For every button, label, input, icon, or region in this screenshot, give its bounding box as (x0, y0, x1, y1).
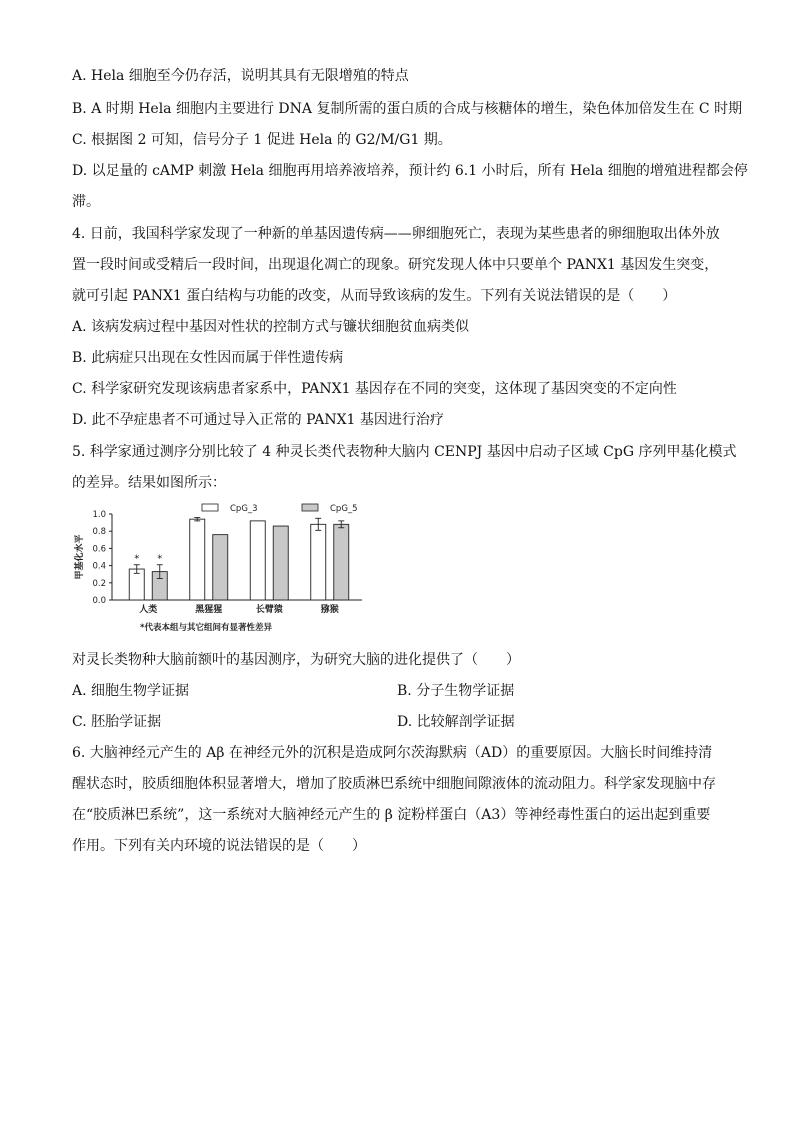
y-tick-label: 0.6 (92, 544, 106, 555)
y-tick-label: 0.2 (92, 578, 106, 589)
category-label: 人类 (139, 605, 158, 615)
q5-option-c: C. 胚胎学证据 (72, 714, 162, 730)
y-tick-label: 1.0 (92, 510, 106, 520)
category-label: 猕猴 (320, 605, 339, 615)
prev-option-d-line1: D. 以足量的 cAMP 刺激 Hela 细胞再用培养液培养，预计约 6.1 小时后，所有 Hela 细胞的增殖进程都会停 (72, 163, 748, 179)
bar-cpg-3 (190, 519, 205, 600)
q6-line3: 在“胶质淋巴系统”，这一系统对大脑神经元产生的 β 淀粉样蛋白（A3）等神经毒性蛋白的运出起到重要 (72, 807, 711, 823)
bar-cpg-5 (213, 535, 228, 600)
legend-label: CpG_5 (330, 504, 358, 514)
legend-swatch (302, 504, 318, 511)
q4-option-b: B. 此病症只出现在女性因而属于伴性遗传病 (72, 350, 344, 366)
q5-option-b: B. 分子生物学证据 (397, 683, 515, 699)
category-label: 黑猩猩 (195, 605, 223, 615)
bar-cpg-3 (311, 524, 326, 600)
q4-stem-line1: 4. 日前，我国科学家发现了一种新的单基因遗传病——卵细胞死亡，表现为某些患者的卵细胞取出体外放 (72, 226, 720, 242)
q4-option-d: D. 此不孕症患者不可通过导入正常的 PANX1 基因进行治疗 (72, 412, 444, 428)
significance-marker: * (134, 553, 140, 565)
chart-footnote: *代表本组与其它组间有显著性差异 (140, 623, 272, 633)
q5-option-d: D. 比较解剖学证据 (397, 714, 515, 730)
bar-cpg-3 (250, 521, 265, 600)
q6-line1: 6. 大脑神经元产生的 Aβ 在神经元外的沉积是造成阿尔茨海默病（AD）的重要原因。大脑长时间维持清 (72, 745, 713, 761)
q5-question: 对灵长类物种大脑前额叶的基因测序，为研究大脑的进化提供了（ ） (72, 652, 520, 668)
category-label: 长臂猿 (255, 605, 283, 615)
q5-stem-line2: 的差异。结果如图所示： (72, 475, 226, 491)
y-tick-label: 0.4 (92, 561, 106, 572)
q5-stem-line1: 5. 科学家通过测序分别比较了 4 种灵长类代表物种大脑内 CENPJ 基因中启动子区域 CpG 序列甲基化模式 (72, 444, 737, 460)
bar-cpg-5 (273, 526, 288, 600)
y-tick-label: 0.0 (92, 596, 106, 606)
y-axis-label: 甲基化水平 (75, 534, 85, 580)
prev-option-a: A. Hela 细胞至今仍存活，说明其具有无限增殖的特点 (72, 68, 409, 84)
q4-stem-line2: 置一段时间或受精后一段时间，出现退化凋亡的现象。研究发现人体中只要单个 PANX1 基因发生突变， (72, 257, 719, 273)
q5-option-a: A. 细胞生物学证据 (72, 683, 190, 699)
methylation-bar-chart (72, 500, 372, 640)
bar-cpg-5 (334, 524, 349, 600)
significance-marker: * (157, 553, 163, 565)
q6-line2: 醒状态时，胶质细胞体积显著增大，增加了胶质淋巴系统中细胞间隙液体的流动阻力。科学家发现脑中存 (72, 776, 716, 792)
q4-option-c: C. 科学家研究发现该病患者家系中，PANX1 基因存在不同的突变，这体现了基因突变的不定向性 (72, 381, 677, 397)
q4-stem-line3: 就可引起 PANX1 蛋白结构与功能的改变，从而导致该病的发生。下列有关说法错误的是（ ） (72, 288, 677, 304)
prev-option-c: C. 根据图 2 可知，信号分子 1 促进 Hela 的 G2/M/G1 期。 (72, 132, 452, 148)
prev-option-d-line2: 滞。 (72, 194, 100, 210)
q6-line4: 作用。下列有关内环境的说法错误的是（ ） (72, 838, 366, 854)
prev-option-b: B. A 时期 Hela 细胞内主要进行 DNA 复制所需的蛋白质的合成与核糖体的增生，染色体加倍发生在 C 时期 (72, 101, 743, 117)
legend-label: CpG_3 (230, 504, 258, 514)
q4-option-a: A. 该病发病过程中基因对性状的控制方式与镰状细胞贫血病类似 (72, 319, 470, 335)
legend-swatch (202, 504, 218, 511)
y-tick-label: 0.8 (92, 527, 106, 538)
